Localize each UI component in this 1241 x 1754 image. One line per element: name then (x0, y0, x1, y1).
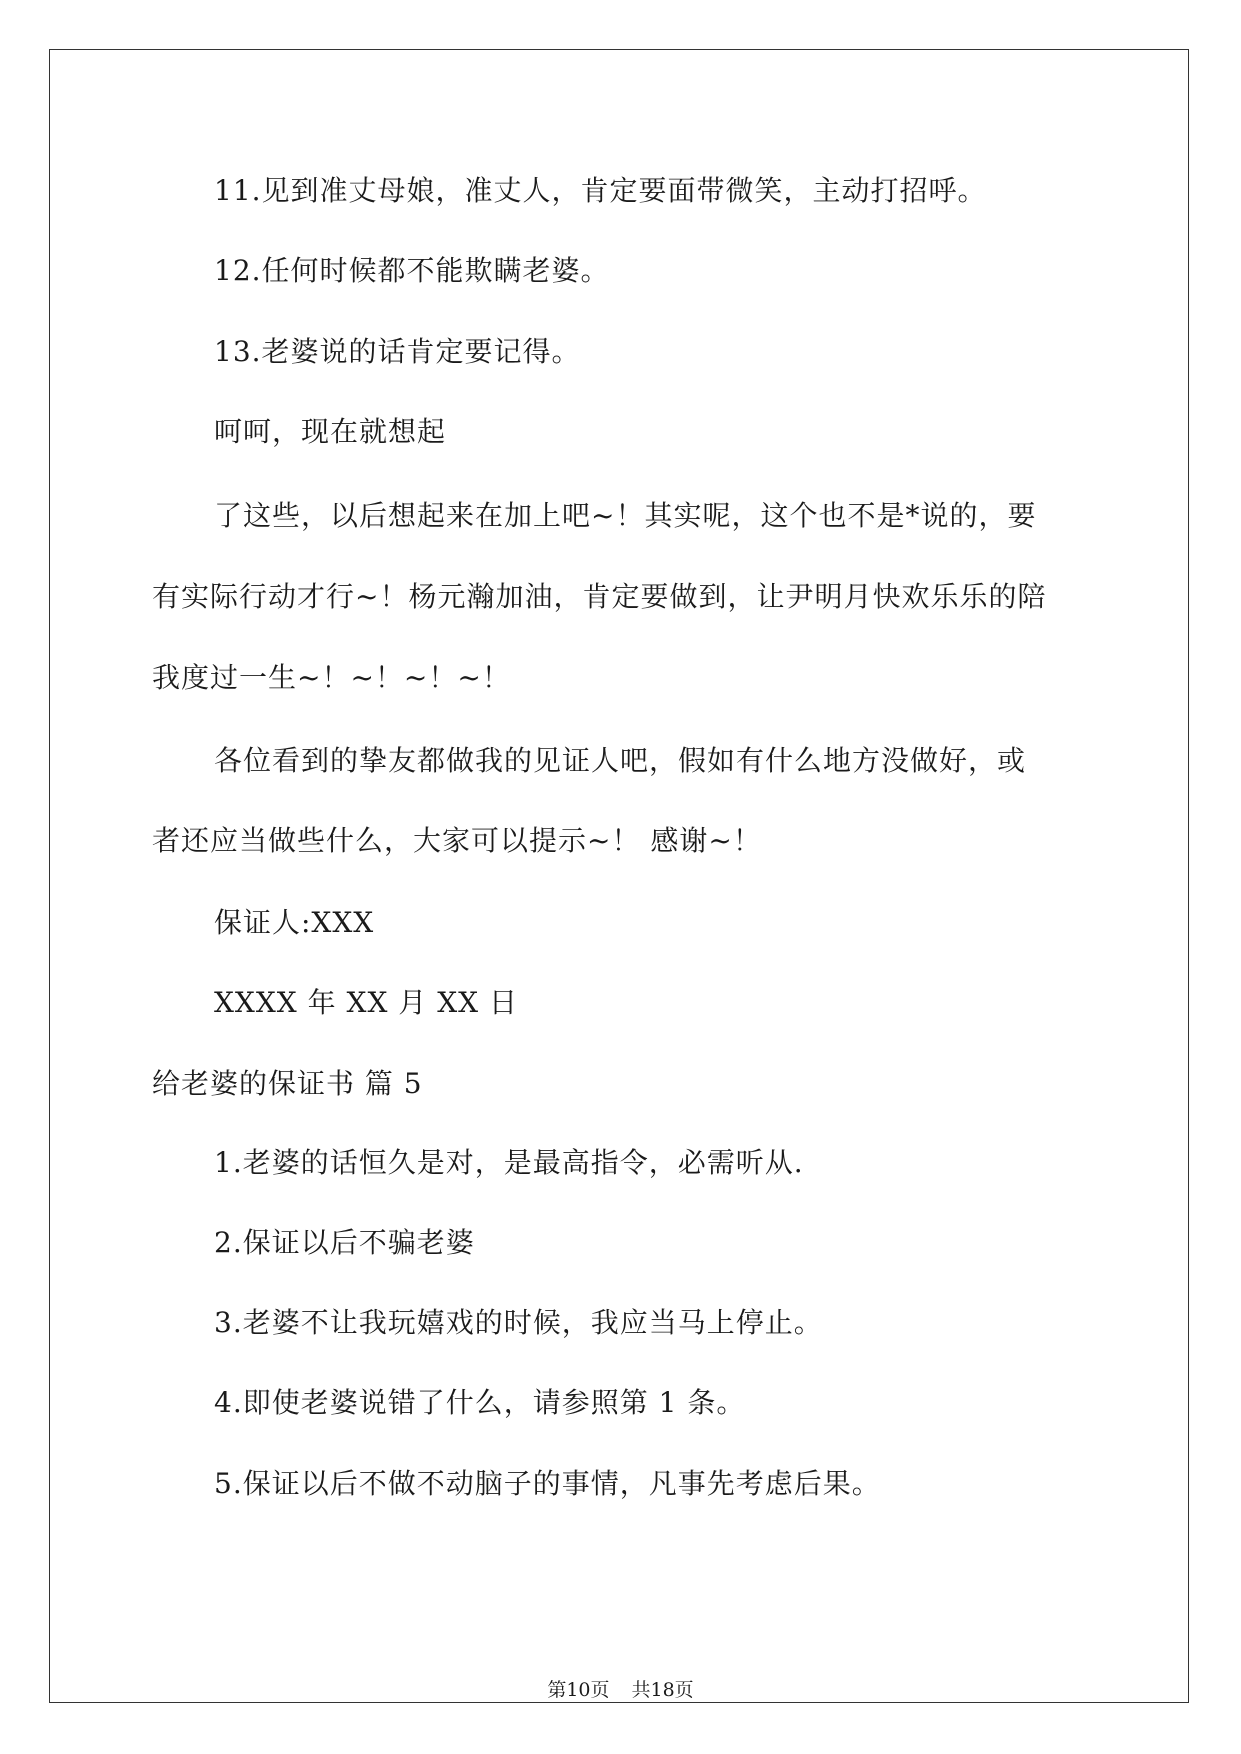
page-border (49, 49, 1189, 1703)
list-item: 5.保证以后不做不动脑子的事情，凡事先考虑后果。 (214, 1467, 881, 1500)
text-line: 有实际行动才行~！杨元瀚加油，肯定要做到，让尹明月快欢乐乐的陪 (152, 580, 1047, 613)
date-line: XXXX 年 XX 月 XX 日 (214, 986, 518, 1019)
signature-line: 保证人:XXX (214, 906, 375, 939)
text-line: 各位看到的挚友都做我的见证人吧，假如有什么地方没做好，或 (214, 744, 1027, 777)
text-line: 了这些，以后想起来在加上吧~！其实呢，这个也不是*说的，要 (214, 499, 1037, 532)
page-number: 第10页 (547, 1679, 610, 1701)
text-line: 者还应当做些什么，大家可以提示~！ 感谢~！ (152, 824, 762, 857)
list-item: 3.老婆不让我玩嬉戏的时候，我应当马上停止。 (214, 1306, 823, 1339)
text-line: 13.老婆说的话肯定要记得。 (214, 335, 581, 368)
list-item: 4.即使老婆说错了什么，请参照第 1 条。 (214, 1386, 746, 1419)
text-line: 11.见到准丈母娘，准丈人，肯定要面带微笑，主动打招呼。 (214, 174, 987, 207)
page-total: 共18页 (631, 1679, 694, 1701)
page-footer (0, 1678, 1241, 1702)
section-heading: 给老婆的保证书 篇 5 (152, 1067, 423, 1100)
text-line: 我度过一生~！~！~！~！ (152, 661, 511, 694)
text-line: 呵呵，现在就想起 (214, 415, 447, 448)
list-item: 2.保证以后不骗老婆 (214, 1226, 475, 1259)
list-item: 1.老婆的话恒久是对，是最高指令，必需听从. (214, 1146, 804, 1179)
text-line: 12.任何时候都不能欺瞒老婆。 (214, 254, 610, 287)
